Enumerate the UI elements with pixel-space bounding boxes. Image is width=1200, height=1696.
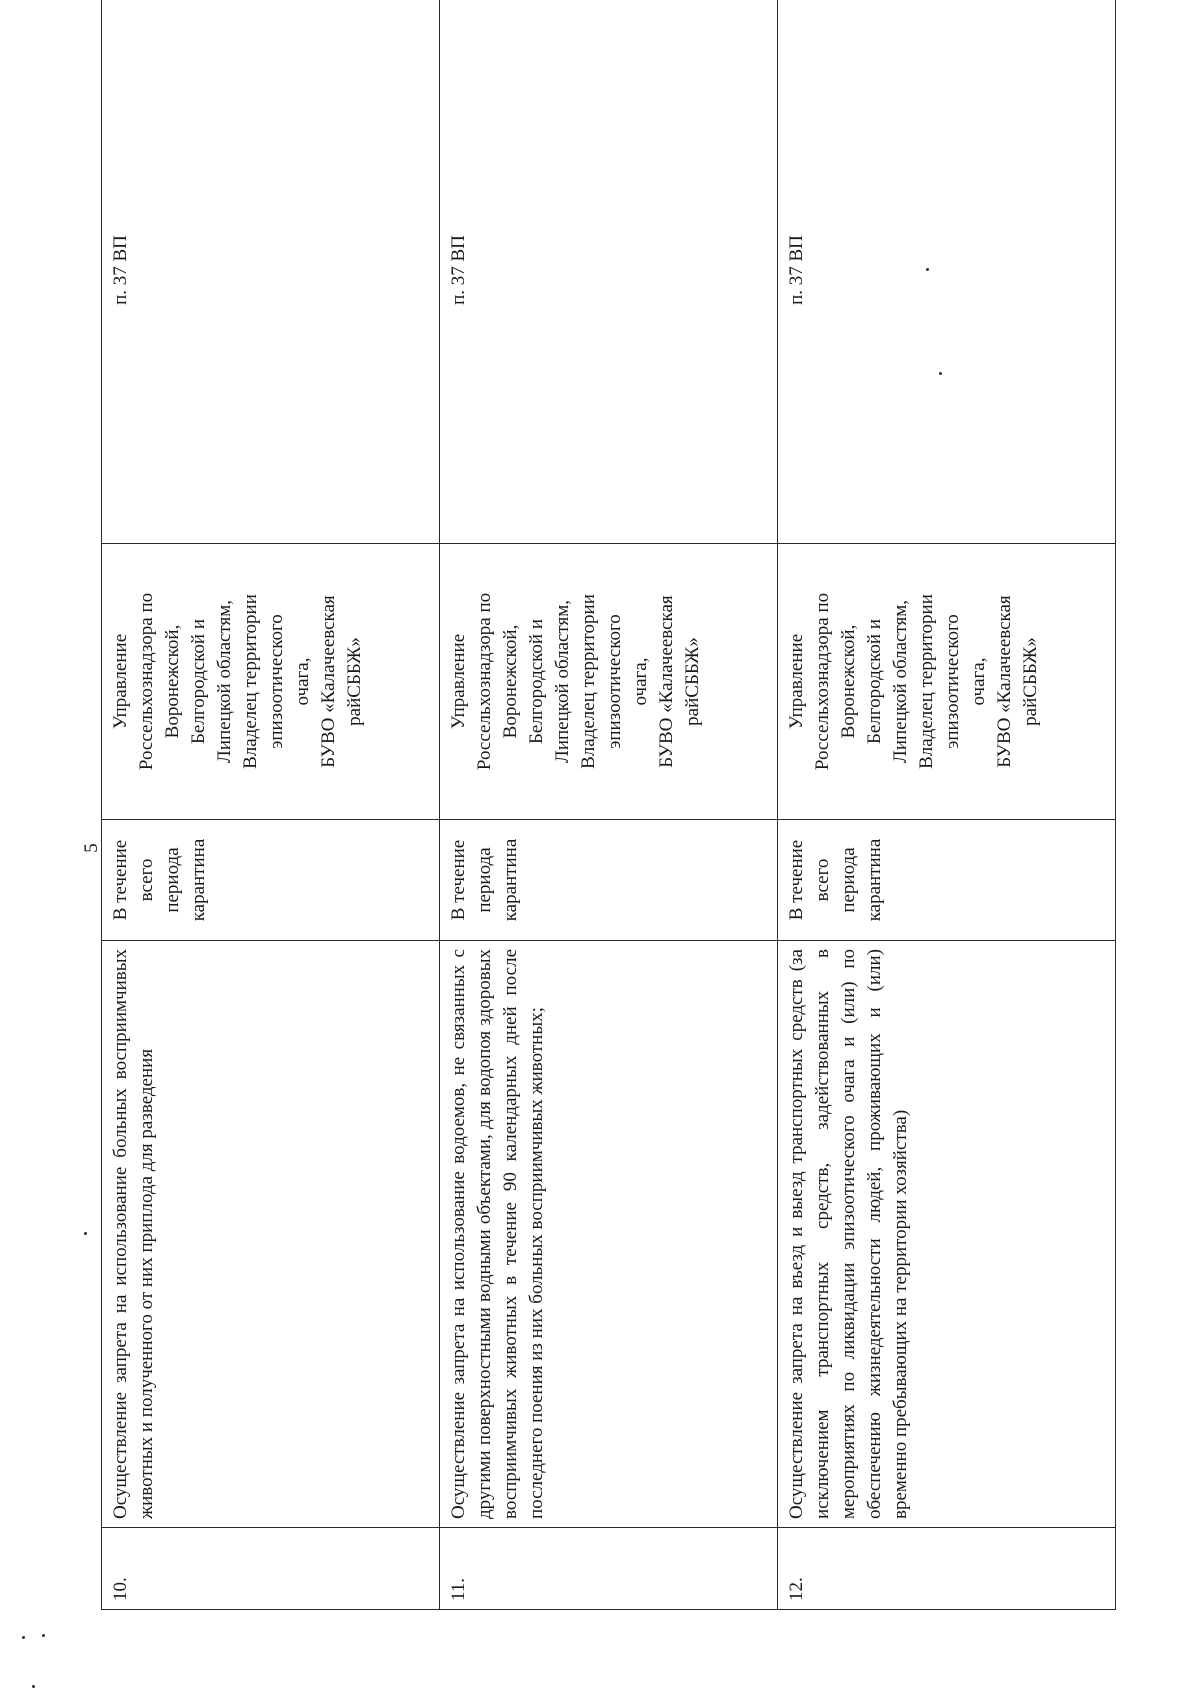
responsible-line: очага, bbox=[968, 657, 989, 706]
term-text: В течение периода карантина bbox=[440, 820, 778, 941]
term-text: В течение всего периода карантина bbox=[778, 820, 1116, 941]
responsible-line: очага, bbox=[292, 657, 313, 706]
responsible-cell bbox=[440, 544, 778, 820]
measure-text: Осуществление запрета на использование водоемов, не связанных с другими поверхностными водными объектами, для водопоя здоровых восприимчивых животных в течение 90 календарных дней после последнего поения из них больных восприимчивых животных; bbox=[440, 941, 778, 1528]
responsible-line: очага, bbox=[630, 657, 651, 706]
responsible-line: эпизоотического bbox=[942, 614, 963, 749]
responsible-line: Белгородской и bbox=[526, 618, 547, 745]
measures-table-container bbox=[101, 82, 1115, 1610]
responsible-line: Белгородской и bbox=[188, 618, 209, 745]
responsible-line: Воронежской, bbox=[162, 624, 183, 739]
measure-text: Осуществление запрета на въезд и выезд транспортных средств (за исключением транспортных средств, задействованных в мероприятиях по ликвидации эпизоотического очага и (или) по обеспечению жизнедеятельности людей, проживающих и (или) временно пребывающих на территории хозяйства) bbox=[778, 941, 1116, 1528]
responsible-line: Владелец территории bbox=[916, 594, 937, 769]
row-number: 11. bbox=[440, 1528, 778, 1610]
responsible-line: райСББЖ» bbox=[1020, 637, 1041, 726]
page-number: 5 bbox=[81, 843, 102, 853]
scan-speck bbox=[32, 1685, 35, 1688]
basis-text: п. 37 ВП bbox=[440, 0, 778, 544]
responsible-line: райСББЖ» bbox=[344, 637, 365, 726]
responsible-line: Липецкой областям, bbox=[552, 599, 573, 764]
responsible-line: Россельхознадзора по bbox=[136, 592, 157, 771]
measure-text: Осуществление запрета на использование больных восприимчивых животных и полученного от них приплода для разведения bbox=[102, 941, 440, 1528]
term-text: В течение всего периода карантина bbox=[102, 820, 440, 941]
responsible-cell bbox=[102, 544, 440, 820]
row-number: 10. bbox=[102, 1528, 440, 1610]
responsible-cell bbox=[778, 544, 1116, 820]
responsible-line: Владелец территории bbox=[578, 594, 599, 769]
responsible-line: БУВО «Калачеевская bbox=[994, 595, 1015, 768]
table-row bbox=[440, 0, 778, 1610]
row-number: 12. bbox=[778, 1528, 1116, 1610]
responsible-line: Воронежской, bbox=[838, 624, 859, 739]
scan-speck bbox=[939, 372, 942, 375]
responsible-line: эпизоотического bbox=[266, 614, 287, 749]
responsible-line: Управление bbox=[110, 633, 131, 730]
scan-speck bbox=[22, 1636, 25, 1639]
basis-text: п. 37 ВП bbox=[102, 0, 440, 544]
responsible-line: БУВО «Калачеевская bbox=[656, 595, 677, 768]
responsible-line: Управление bbox=[786, 633, 807, 730]
responsible-line: эпизоотического bbox=[604, 614, 625, 749]
responsible-line: Липецкой областям, bbox=[214, 599, 235, 764]
scan-speck bbox=[84, 1232, 87, 1235]
responsible-line: Воронежской, bbox=[500, 624, 521, 739]
responsible-line: Липецкой областям, bbox=[890, 599, 911, 764]
basis-text: п. 37 ВП bbox=[778, 0, 1116, 544]
responsible-line: Россельхознадзора по bbox=[812, 592, 833, 771]
responsible-line: райСББЖ» bbox=[682, 637, 703, 726]
measures-table bbox=[101, 0, 1116, 1610]
responsible-line: Владелец территории bbox=[240, 594, 261, 769]
table-row bbox=[778, 0, 1116, 1610]
scan-speck bbox=[926, 268, 929, 271]
responsible-line: БУВО «Калачеевская bbox=[318, 595, 339, 768]
scan-speck bbox=[42, 1634, 45, 1637]
table-row bbox=[102, 0, 440, 1610]
responsible-line: Управление bbox=[448, 633, 469, 730]
responsible-line: Белгородской и bbox=[864, 618, 885, 745]
responsible-line: Россельхознадзора по bbox=[474, 592, 495, 771]
